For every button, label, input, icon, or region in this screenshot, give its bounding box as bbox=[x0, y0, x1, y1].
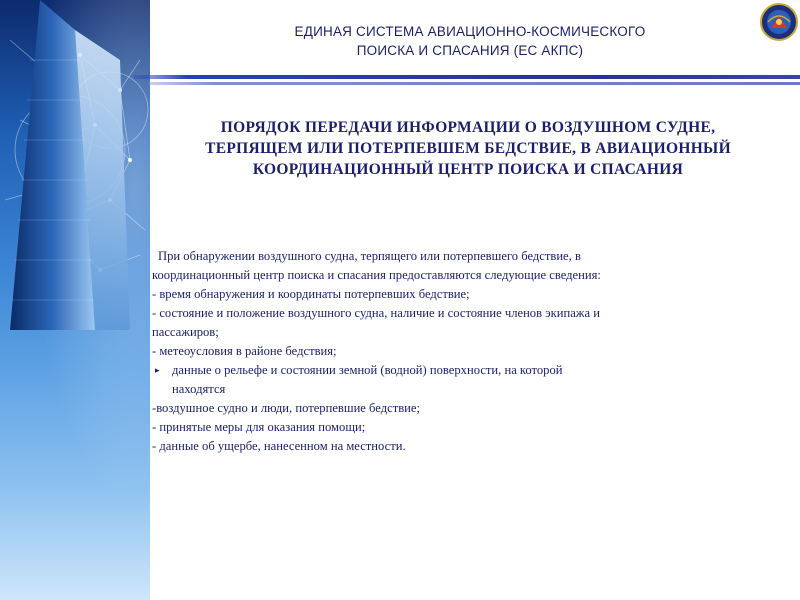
list-item: - метеоусловия в районе бедствия; bbox=[152, 344, 337, 358]
slide-heading-line3: КООРДИНАЦИОННЫЙ ЦЕНТР ПОИСКА И СПАСАНИЯ bbox=[252, 161, 684, 178]
header-title bbox=[220, 22, 720, 60]
slide-body bbox=[152, 247, 772, 456]
header-divider-bottom bbox=[148, 82, 800, 85]
glass-tower-illustration bbox=[0, 0, 130, 330]
list-item: -воздушное судно и люди, потерпевшие бедствие; bbox=[152, 401, 420, 415]
list-item: - принятые меры для оказания помощи; bbox=[152, 420, 366, 434]
slide-heading-line1: ПОРЯДОК ПЕРЕДАЧИ ИНФОРМАЦИИ О ВОЗДУШНОМ СУДНЕ, bbox=[220, 119, 716, 136]
slide-heading bbox=[168, 117, 768, 180]
header-divider-top bbox=[134, 75, 800, 79]
bullet-item-line1: данные о рельефе и состоянии земной (водной) поверхности, на которой bbox=[172, 363, 563, 377]
list-item: - время обнаружения и координаты потерпевших бедствие; bbox=[152, 287, 470, 301]
bullet-list-item bbox=[152, 361, 772, 399]
bullet-icon: ▸ bbox=[155, 365, 160, 375]
header-title-line1: ЕДИНАЯ СИСТЕМА АВИАЦИОННО-КОСМИЧЕСКОГО bbox=[294, 24, 646, 39]
intro-line2: координационный центр поиска и спасания предоставляются следующие сведения: bbox=[152, 268, 601, 282]
emblem-icon bbox=[760, 2, 798, 42]
list-item: - данные об ущербе, нанесенном на местности. bbox=[152, 439, 406, 453]
list-item: пассажиров; bbox=[152, 325, 219, 339]
header-title-line2: ПОИСКА И СПАСАНИЯ (ЕС АКПС) bbox=[356, 43, 584, 58]
slide-heading-line2: ТЕРПЯЩЕМ ИЛИ ПОТЕРПЕВШЕМ БЕДСТВИЕ, В АВИАЦИОННЫЙ bbox=[205, 140, 731, 157]
left-decorative-panel bbox=[0, 0, 150, 600]
intro-line1: При обнаружении воздушного судна, терпящего или потерпевшего бедствие, в bbox=[158, 249, 581, 263]
list-item: - состояние и положение воздушного судна, наличие и состояние членов экипажа и bbox=[152, 306, 600, 320]
bullet-item-line2: находятся bbox=[172, 382, 226, 396]
